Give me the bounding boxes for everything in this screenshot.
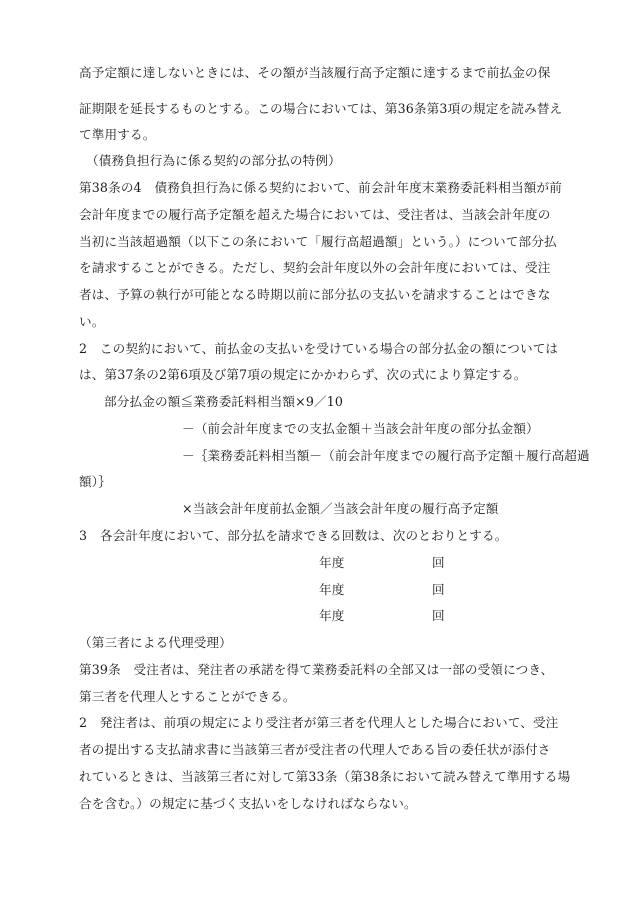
text-line: 第39条 受注者は、発注者の承諾を得て業務委託料の全部又は一部の受領につき、	[79, 662, 554, 677]
count-label: 回	[432, 582, 445, 597]
text-line: て準用する。	[79, 127, 156, 142]
year-label: 年度	[319, 582, 345, 597]
text-line: 第三者を代理人とすることができる。	[79, 689, 296, 704]
year-label: 年度	[319, 608, 345, 623]
text-line: は、第37条の2第6項及び第7項の規定にかかわらず、次の式により算定する。	[79, 367, 527, 382]
formula-line: －（前会計年度までの支払金額＋当該会計年度の部分払金額）	[182, 421, 539, 436]
text-line: 合を含む。）の規定に基づく支払いをしなければならない。	[79, 796, 417, 811]
text-line: 者の提出する支払請求書に当該第三者が受注者の代理人である旨の委任状が添付さ	[79, 742, 551, 757]
formula-line: －｛業務委託料相当額－（前会計年度までの履行高予定額＋履行高超過	[182, 448, 590, 463]
text-line: 当初に当該超過額（以下この条において「履行高超過額」という。）について部分払	[79, 234, 557, 249]
text-line: 証期限を延長するものとする。この場合においては、第36条第3項の規定を読み替え	[79, 101, 563, 116]
text-line: い。	[79, 314, 105, 329]
count-label: 回	[432, 608, 445, 623]
text-line: 者は、予算の執行が可能となる時期以前に部分払の支払いを請求することはできな	[79, 287, 551, 302]
text-line: 第38条の4 債務負担行為に係る契約において、前会計年度末業務委託料相当額が前	[79, 180, 563, 195]
text-line: 2 発注者は、前項の規定により受注者が第三者を代理人とした場合において、受注	[79, 715, 559, 730]
text-line: を請求することができる。ただし、契約会計年度以外の会計年度においては、受注	[79, 260, 551, 275]
formula-line: 部分払金の額≦業務委託料相当額×9／10	[104, 394, 344, 409]
formula-line: ×当該会計年度前払金額／当該会計年度の履行高予定額	[182, 501, 499, 516]
formula-line: 額）｝	[79, 474, 111, 489]
section-heading: （債務負担行為に係る契約の部分払の特例）	[86, 153, 341, 168]
text-line: 3 各会計年度において、部分払を請求できる回数は、次のとおりとする。	[79, 528, 508, 543]
text-line: 2 この契約において、前払金の支払いを受けている場合の部分払金の額については	[79, 341, 559, 356]
text-line: れているときは、当該第三者に対して第33条（第38条において読み替えて準用する場	[79, 769, 571, 784]
section-heading: （第三者による代理受理）	[79, 635, 232, 650]
text-line: 会計年度までの履行高予定額を超えた場合においては、受注者は、当該会計年度の	[79, 207, 551, 222]
text-line: 高予定額に達しないときには、その額が当該履行高予定額に達するまで前払金の保	[79, 65, 551, 80]
count-label: 回	[432, 555, 445, 570]
year-label: 年度	[319, 555, 345, 570]
